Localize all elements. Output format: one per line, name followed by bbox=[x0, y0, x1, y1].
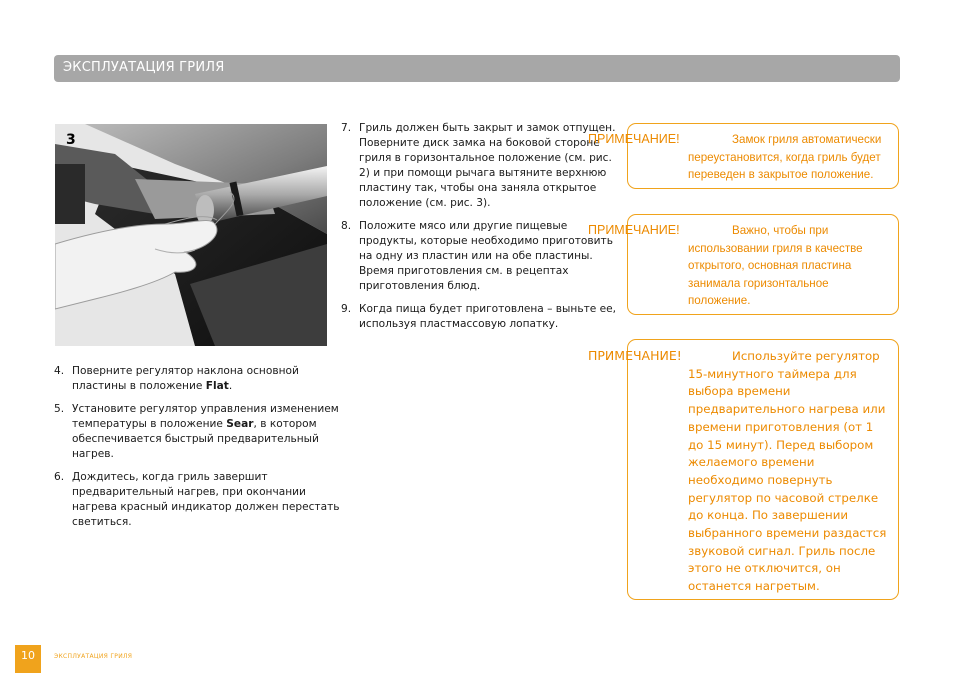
step-text: Гриль должен быть закрыт и замок отпущен. Поверните диск замка на боковой стороне гриля в горизонтальное положение (см. рис. 2) и при помощи рычага вытяните верхнюю пластину так, чтобы она заняла открытое положение (см. рис. 3). bbox=[359, 122, 616, 209]
figure-number: 3 bbox=[66, 132, 76, 148]
note-label: ПРИМЕЧАНИЕ! bbox=[588, 348, 682, 363]
step-text: Дождитесь, когда гриль завершит предварительный нагрев, при окончании нагрева красный индикатор должен перестать светиться. bbox=[72, 471, 340, 528]
note-box-horizontal bbox=[588, 214, 899, 315]
note-body: Используйте регулятор 15-минутного таймера для выбора времени предварительного нагрева или времени приготовления (от 1 до 15 минут). Перед выбором желаемого времени необходимо повернуть регулятор по часовой стрелке до конца. По завершении выбранного времени раздастся звуковой сигнал. Гриль после этого не отключится, он останется нагретым. bbox=[688, 349, 887, 594]
step-bold-term: Sear bbox=[226, 418, 254, 430]
note-text bbox=[588, 222, 893, 310]
step-text: Когда пища будет приготовлена – выньте ее, используя пластмассовую лопатку. bbox=[359, 303, 617, 330]
note-text bbox=[588, 347, 892, 596]
footer-title: ЭКСПЛУАТАЦИЯ ГРИЛЯ bbox=[54, 653, 133, 660]
step-number: 7. bbox=[341, 122, 352, 134]
step-text-end: . bbox=[228, 380, 233, 392]
note-label: ПРИМЕЧАНИЕ! bbox=[588, 132, 680, 146]
page-number: 10 bbox=[15, 645, 41, 673]
section-title: ЭКСПЛУАТАЦИЯ ГРИЛЯ bbox=[63, 60, 225, 75]
grill-photo-illustration bbox=[55, 124, 327, 346]
step-number: 8. bbox=[341, 220, 352, 232]
note-box-timer bbox=[588, 339, 899, 600]
note-body: Замок гриля автоматически переустановится, когда гриль будет переведен в закрытое положение. bbox=[688, 133, 882, 182]
section-header bbox=[54, 55, 900, 82]
list-item bbox=[54, 364, 344, 394]
step-number: 4. bbox=[54, 365, 65, 377]
step-text: Положите мясо или другие пищевые продукты, которые необходимо приготовить на одну из пластин или на обе пластины. Время приготовления см. в рецептах приготовления блюд. bbox=[359, 220, 613, 292]
note-label: ПРИМЕЧАНИЕ! bbox=[588, 223, 680, 237]
step-number: 6. bbox=[54, 471, 65, 483]
note-box-lock bbox=[588, 123, 899, 189]
instructions-left bbox=[54, 364, 344, 530]
figure-photo bbox=[55, 124, 327, 346]
step-text: Поверните регулятор наклона основной пластины в положение bbox=[72, 365, 299, 392]
step-number: 5. bbox=[54, 403, 65, 415]
list-item bbox=[341, 121, 621, 211]
list-item bbox=[54, 402, 344, 462]
step-text-end: , в котором обеспечивается быстрый предварительный нагрев. bbox=[72, 418, 319, 460]
list-item bbox=[341, 302, 621, 332]
list-item bbox=[54, 470, 344, 530]
list-item bbox=[341, 219, 621, 294]
step-number: 9. bbox=[341, 303, 352, 315]
step-bold-term: Flat bbox=[205, 380, 229, 392]
step-text: Установите регулятор управления изменением температуры в положение bbox=[72, 403, 339, 430]
instructions-right bbox=[341, 121, 621, 332]
note-text bbox=[588, 131, 893, 184]
note-body: Важно, чтобы при использовании гриля в качестве открытого, основная пластина занимала горизонтальное положение. bbox=[688, 224, 863, 308]
